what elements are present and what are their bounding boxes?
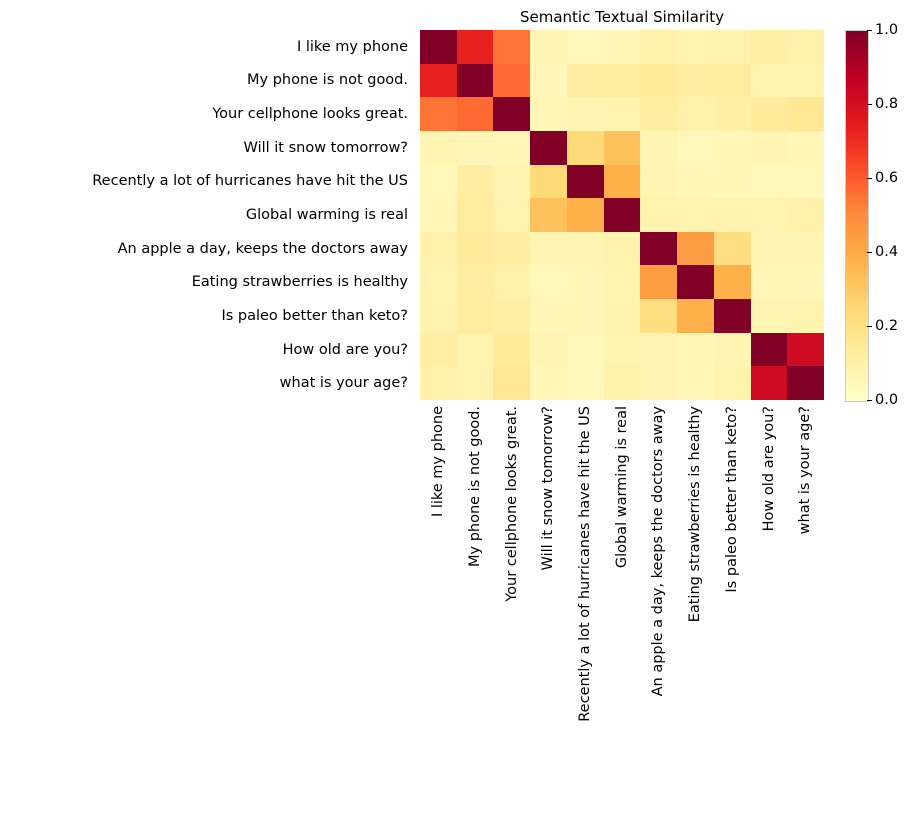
heatmap-cell [530,299,567,333]
x-tick-label: Will it snow tomorrow? [540,406,557,571]
y-tick-label: How old are you? [282,341,408,358]
colorbar-tick-mark [867,400,872,401]
x-tick-label: Eating strawberries is healthy [687,406,704,623]
heatmap-cell [420,366,457,400]
heatmap-cell [530,333,567,367]
heatmap-cell [787,64,824,98]
heatmap-cell [787,198,824,232]
colorbar-tick-text: 0.2 [875,318,899,334]
heatmap-cell [751,64,788,98]
heatmap-cell [751,366,788,400]
heatmap-cell [457,131,494,165]
x-tick-label-cell [493,400,530,815]
heatmap-cell [714,299,751,333]
heatmap-cell [420,299,457,333]
colorbar-tick-mark [867,30,872,31]
colorbar-tick [867,22,898,38]
heatmap-cell [530,30,567,64]
y-tick-label: Will it snow tomorrow? [243,139,408,156]
colorbar-tick-mark [867,326,872,327]
heatmap-cell [493,64,530,98]
heatmap-cell [640,165,677,199]
y-tick-label: My phone is not good. [247,72,408,89]
heatmap-cell [420,131,457,165]
x-tick-label: Recently a lot of hurricanes have hit the US [577,406,594,722]
colorbar-tick-mark [867,104,872,105]
heatmap-cell [714,232,751,266]
heatmap-cell [640,64,677,98]
x-tick-label-cell [604,400,641,815]
heatmap-cell [604,30,641,64]
heatmap-cell [714,165,751,199]
heatmap-cell [567,333,604,367]
colorbar-tick-text: 0.0 [875,392,899,408]
heatmap-cell [604,131,641,165]
heatmap-cell [493,198,530,232]
heatmap-cell [567,131,604,165]
heatmap-cell [640,299,677,333]
heatmap-cell [677,165,714,199]
heatmap-cell [567,232,604,266]
heatmap-cell [751,198,788,232]
heatmap-cell [604,198,641,232]
heatmap-cell [714,198,751,232]
heatmap-cell [640,265,677,299]
heatmap-cell [604,299,641,333]
x-tick-label-cell [567,400,604,815]
x-tick-label: Is paleo better than keto? [723,406,740,593]
y-tick-label: Recently a lot of hurricanes have hit the US [92,173,408,190]
x-tick-label-cell [787,400,824,815]
x-tick-label: Your cellphone looks great. [503,406,520,602]
heatmap-cell [677,232,714,266]
x-tick-label-cell [677,400,714,815]
heatmap-cell [751,97,788,131]
colorbar-tick [867,392,898,408]
heatmap-cell [787,165,824,199]
x-tick-label-cell [640,400,677,815]
heatmap-cell [493,333,530,367]
heatmap-cell [420,333,457,367]
colorbar-tick-text: 0.4 [875,244,899,260]
heatmap-cell [751,131,788,165]
heatmap-cell [567,97,604,131]
heatmap-cell [567,30,604,64]
heatmap-cell [677,64,714,98]
heatmap-cell [787,333,824,367]
heatmap-cell [457,333,494,367]
heatmap-cell [677,131,714,165]
heatmap-cell [714,265,751,299]
heatmap-cell [787,366,824,400]
heatmap-cell [420,265,457,299]
heatmap-cell [530,232,567,266]
y-tick-label: I like my phone [296,38,408,55]
heatmap-cell [640,366,677,400]
heatmap-cell [787,131,824,165]
heatmap-cell [751,165,788,199]
y-tick-label: Eating strawberries is healthy [191,274,408,291]
heatmap-cell [640,198,677,232]
heatmap-cell [493,232,530,266]
heatmap-cell [530,165,567,199]
heatmap-cell [493,299,530,333]
heatmap-cell [714,333,751,367]
heatmap-cell [530,97,567,131]
x-axis-tick-labels [420,400,824,815]
heatmap-cell [420,97,457,131]
heatmap-cell [604,165,641,199]
colorbar-tick-text: 1.0 [875,22,899,38]
y-tick-label: Global warming is real [245,206,408,223]
heatmap-cell [457,366,494,400]
heatmap-cell [751,265,788,299]
heatmap-cell [714,30,751,64]
x-tick-label: Global warming is real [613,406,630,569]
heatmap-cell [530,366,567,400]
colorbar-tick-mark [867,178,872,179]
colorbar-tick [867,244,898,260]
heatmap-cell [457,299,494,333]
colorbar-tick-mark [867,252,872,253]
x-tick-label: My phone is not good. [466,406,483,567]
heatmap-cell [567,265,604,299]
heatmap-cell [787,299,824,333]
heatmap-cell [787,97,824,131]
colorbar-tick-labels [867,22,915,408]
heatmap-cell [714,64,751,98]
heatmap-cell [420,64,457,98]
heatmap-cell [457,30,494,64]
heatmap-cell [493,366,530,400]
heatmap-cell [420,30,457,64]
heatmap-cell [530,265,567,299]
x-tick-label-cell [530,400,567,815]
heatmap-cell [567,299,604,333]
x-tick-label-cell [714,400,751,815]
colorbar-tick [867,96,898,112]
heatmap-cell [567,64,604,98]
heatmap-cell [714,131,751,165]
heatmap-cell [677,333,714,367]
heatmap-cell [604,333,641,367]
heatmap-cell [640,131,677,165]
heatmap-cell [640,232,677,266]
heatmap-cell [677,198,714,232]
y-axis-tick-labels [0,30,414,400]
heatmap-cell [493,30,530,64]
heatmap-cell [714,97,751,131]
heatmap-cell [787,265,824,299]
x-tick-label-cell [457,400,494,815]
heatmap-cell [677,97,714,131]
heatmap-cell [604,265,641,299]
heatmap-cell [457,165,494,199]
x-tick-label: I like my phone [430,406,447,518]
heatmap-cell [457,97,494,131]
heatmap-cell [420,198,457,232]
y-tick-label: Your cellphone looks great. [212,106,408,123]
heatmap-cell [787,232,824,266]
heatmap-cell [604,97,641,131]
heatmap-cell [677,299,714,333]
colorbar-gradient [846,31,868,401]
chart-title: Semantic Textual Similarity [519,8,725,26]
y-tick-label: Is paleo better than keto? [221,307,408,324]
heatmap-cell [493,131,530,165]
heatmap-cell [567,198,604,232]
y-tick-label: what is your age? [279,375,408,392]
heatmap-cell [677,366,714,400]
y-tick-label: An apple a day, keeps the doctors away [117,240,408,257]
colorbar [845,30,869,402]
heatmap-cell [604,366,641,400]
heatmap-cell [567,366,604,400]
heatmap-cell [420,165,457,199]
colorbar-tick-text: 0.6 [875,170,899,186]
colorbar-tick-text: 0.8 [875,96,899,112]
heatmap-cell [493,97,530,131]
heatmap-cell [604,232,641,266]
x-tick-label: what is your age? [797,406,814,535]
x-tick-label: How old are you? [760,406,777,532]
heatmap-cell [640,97,677,131]
colorbar-tick [867,170,898,186]
heatmap-cell [530,64,567,98]
heatmap-cell [457,198,494,232]
heatmap-cell [457,232,494,266]
heatmap-cell [751,333,788,367]
heatmap-cell [677,265,714,299]
colorbar-tick [867,318,898,334]
heatmap-cell [751,299,788,333]
heatmap-cell [787,30,824,64]
heatmap-cell [530,131,567,165]
heatmap-cell [640,333,677,367]
heatmap-cell [457,64,494,98]
heatmap-cell [567,165,604,199]
heatmap-cell [751,232,788,266]
heatmap-grid [420,30,824,400]
heatmap-cell [457,265,494,299]
heatmap-cell [604,64,641,98]
heatmap-cell [493,265,530,299]
heatmap-cell [714,366,751,400]
x-tick-label: An apple a day, keeps the doctors away [650,406,667,697]
heatmap-cell [530,198,567,232]
x-tick-label-cell [751,400,788,815]
heatmap-cell [640,30,677,64]
heatmap-cell [677,30,714,64]
heatmap-cell [493,165,530,199]
heatmap-cell [420,232,457,266]
x-tick-label-cell [420,400,457,815]
heatmap-cell [751,30,788,64]
